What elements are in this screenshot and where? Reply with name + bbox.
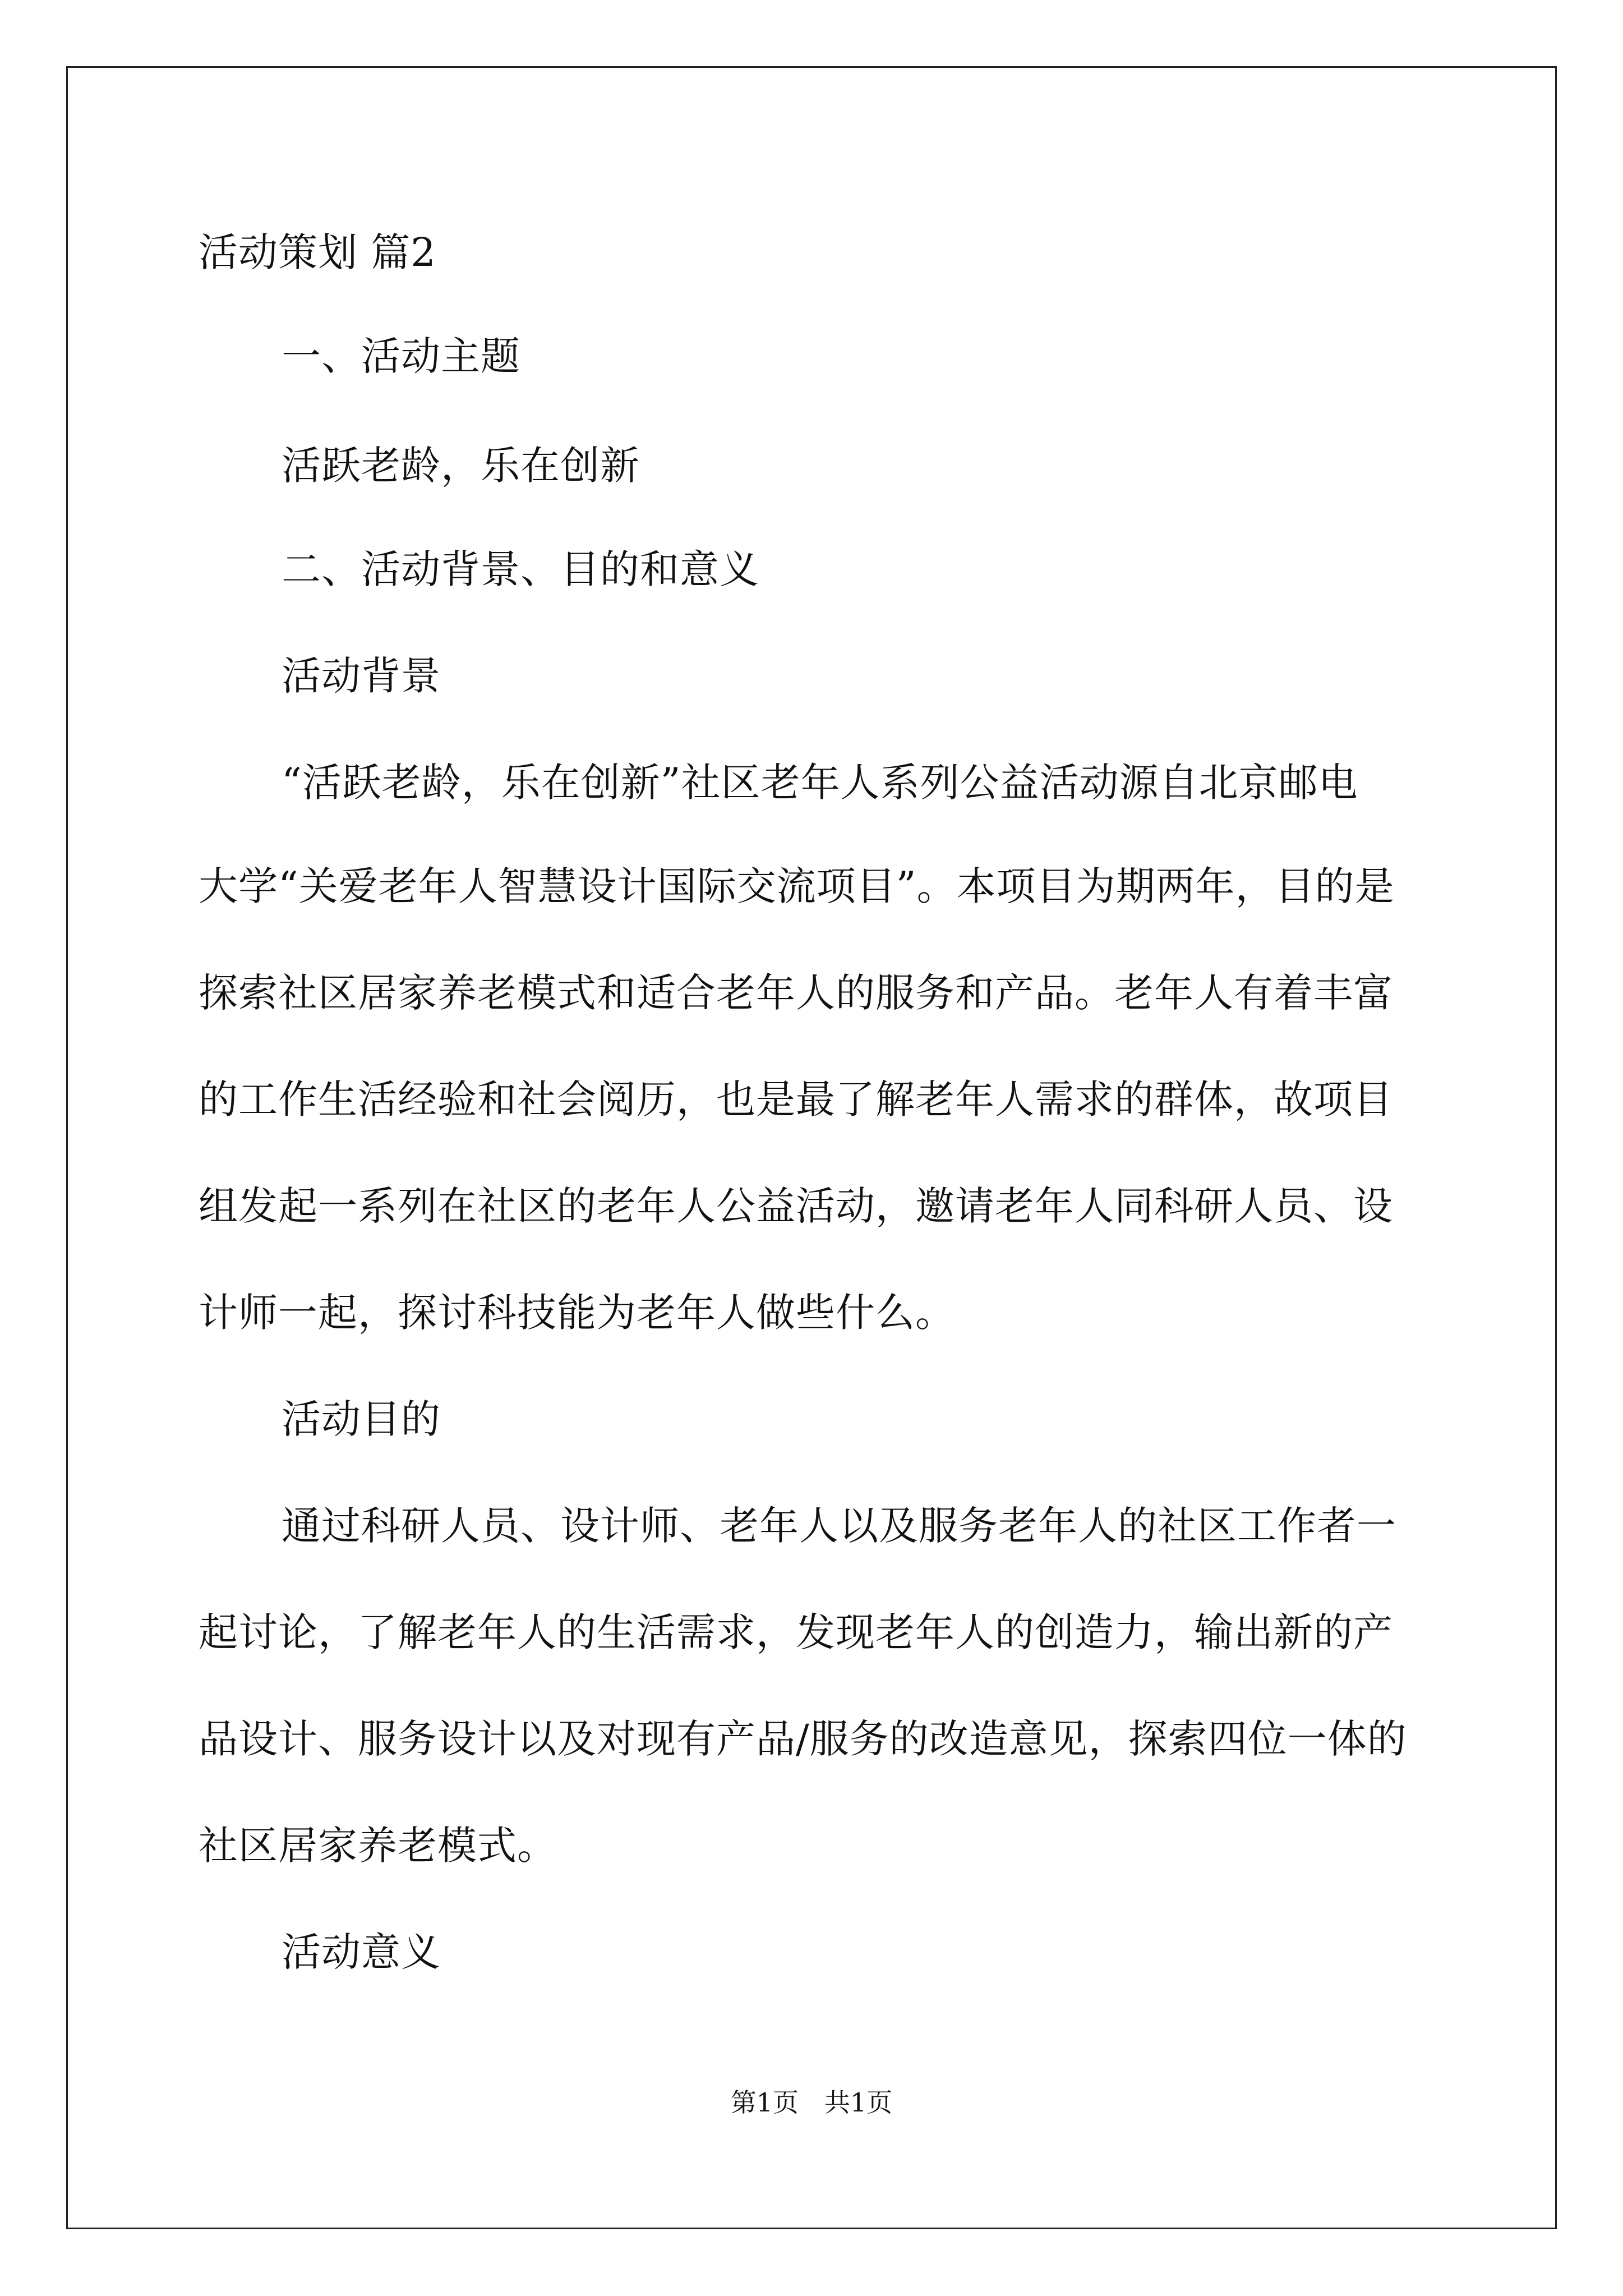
paragraph-line: 计师一起，探讨科技能为老年人做些什么。 <box>199 1290 955 1336</box>
paragraph-line: “活跃老龄，乐在创新”社区老年人系列公益活动源自北京邮电 <box>282 760 1358 806</box>
paragraph-line: 大学“关爱老年人智慧设计国际交流项目”。本项目为期两年，目的是 <box>199 863 1395 909</box>
paragraph-line: 社区居家养老模式。 <box>199 1823 557 1869</box>
subheading-background: 活动背景 <box>282 653 441 699</box>
subheading-significance: 活动意义 <box>282 1929 441 1975</box>
paragraph-line: 起讨论，了解老年人的生活需求，发现老年人的创造力，输出新的产 <box>199 1609 1393 1655</box>
paragraph-line: 的工作生活经验和社会阅历，也是最了解老年人需求的群体，故项目 <box>199 1076 1393 1122</box>
page-border <box>66 66 1557 2229</box>
subheading-purpose: 活动目的 <box>282 1396 441 1442</box>
page-number-footer: 第1页 共1页 <box>730 2087 893 2118</box>
paragraph-line: 探索社区居家养老模式和适合老年人的服务和产品。老年人有着丰富 <box>199 970 1393 1016</box>
section-heading-theme: 一、活动主题 <box>282 333 520 379</box>
section-heading-background-purpose: 二、活动背景、目的和意义 <box>282 546 759 592</box>
theme-text: 活跃老龄，乐在创新 <box>282 443 640 489</box>
document-title: 活动策划 篇2 <box>199 229 436 275</box>
paragraph-line: 组发起一系列在社区的老年人公益活动，邀请老年人同科研人员、设 <box>199 1183 1393 1229</box>
paragraph-line: 品设计、服务设计以及对现有产品/服务的改造意见，探索四位一体的 <box>199 1716 1407 1762</box>
paragraph-line: 通过科研人员、设计师、老年人以及服务老年人的社区工作者一 <box>282 1503 1396 1549</box>
